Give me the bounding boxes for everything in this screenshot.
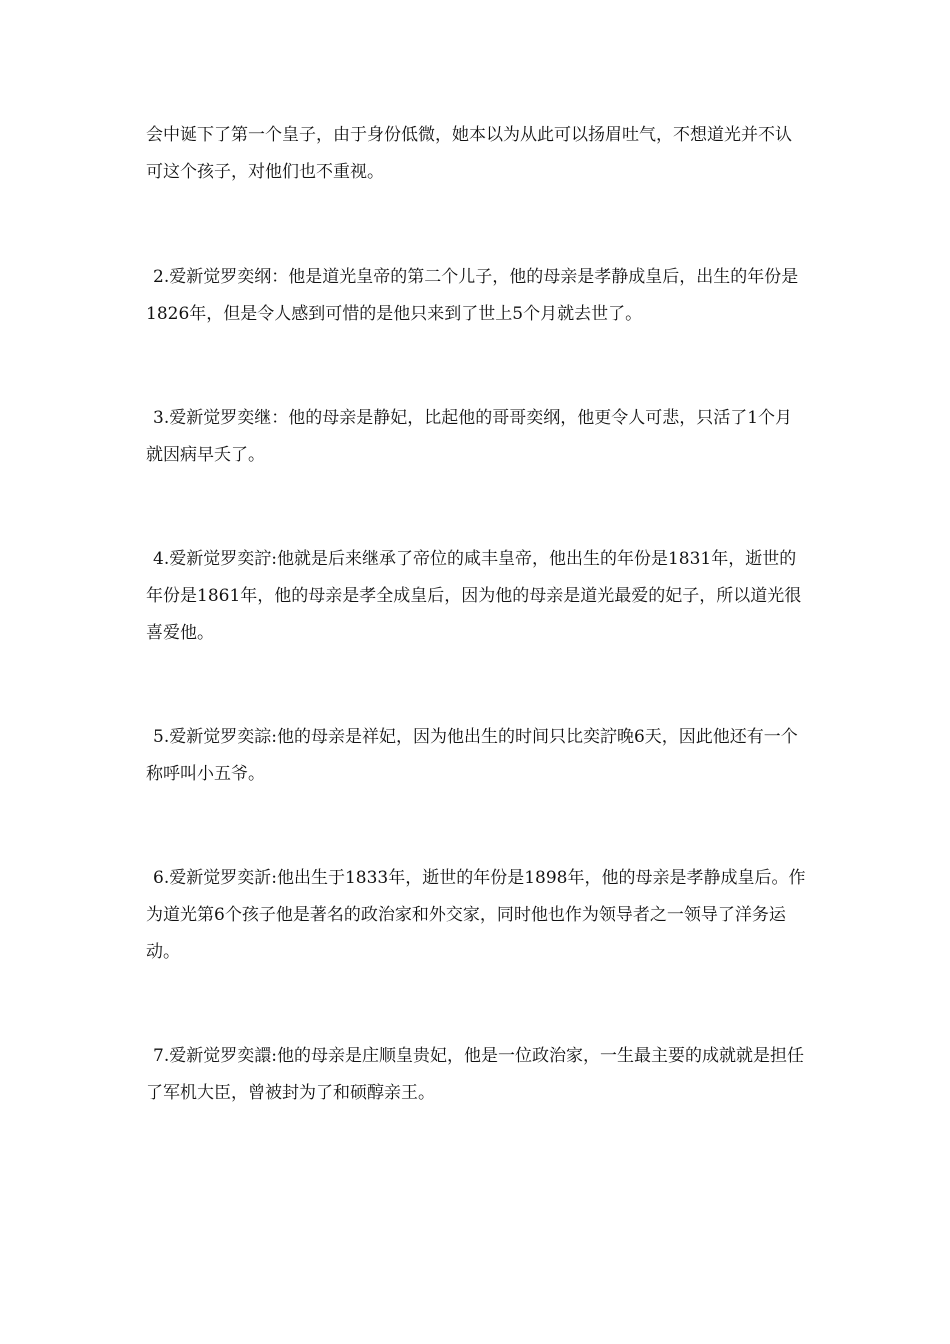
paragraph-son-6: 6.爱新觉罗奕訢:他出生于1833年，逝世的年份是1898年，他的母亲是孝静成皇后。作为道光第6个孩子他是著名的政治家和外交家，同时他也作为领导者之一领导了洋务运动。 <box>146 868 806 962</box>
paragraph-son-7: 7.爱新觉罗奕譞:他的母亲是庄顺皇贵妃，他是一位政治家，一生最主要的成就就是担任了军机大臣，曾被封为了和硕醇亲王。 <box>146 1046 804 1103</box>
paragraph-son-4: 4.爱新觉罗奕詝:他就是后来继承了帝位的咸丰皇帝，他出生的年份是1831年，逝世的年份是1861年，他的母亲是孝全成皇后，因为他的母亲是道光最爱的妃子，所以道光很喜爱他。 <box>146 549 802 643</box>
paragraph-son-2: 2.爱新觉罗奕纲：他是道光皇帝的第二个儿子，他的母亲是孝静成皇后，出生的年份是1826年，但是令人感到可惜的是他只来到了世上5个月就去世了。 <box>146 267 799 324</box>
paragraph-son-3: 3.爱新觉罗奕继：他的母亲是静妃，比起他的哥哥奕纲，他更令人可悲，只活了1个月就因病早夭了。 <box>146 408 793 465</box>
paragraph-intro-continuation: 会中诞下了第一个皇子，由于身份低微，她本以为从此可以扬眉吐气，不想道光并不认可这个孩子，对他们也不重视。 <box>146 125 792 182</box>
paragraph-son-5: 5.爱新觉罗奕誴:他的母亲是祥妃，因为他出生的时间只比奕詝晚6天，因此他还有一个称呼叫小五爷。 <box>146 727 798 784</box>
